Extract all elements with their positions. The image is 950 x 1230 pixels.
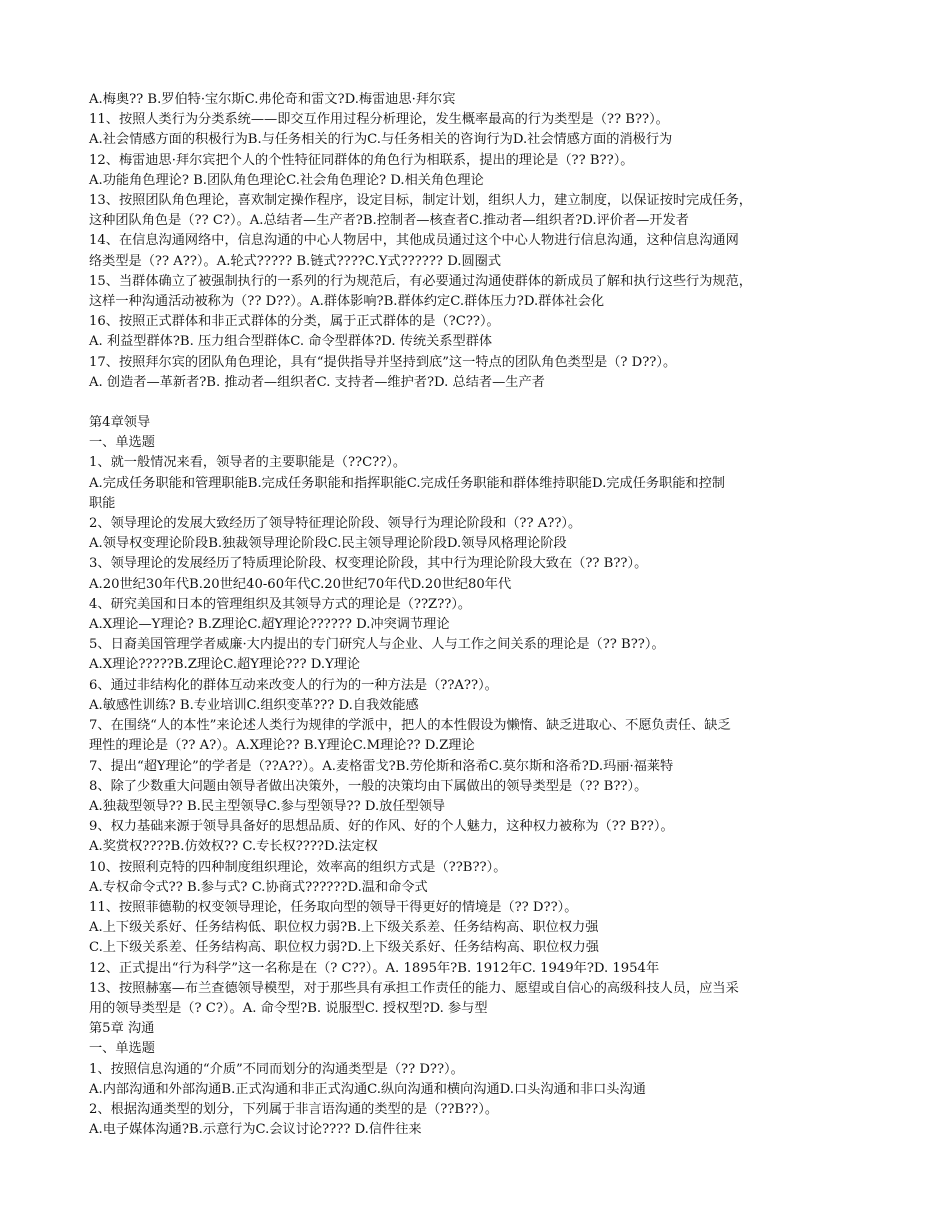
text-line: A.完成任务职能和管理职能B.完成任务职能和指挥职能C.完成任务职能和群体维持职能D.完成任务职能和控制 [89, 475, 725, 491]
text-line: 一、单选题 [89, 435, 155, 451]
text-line: 8、除了少数重大问题由领导者做出决策外，一般的决策均由下属做出的领导类型是（?? B??）。 [89, 778, 648, 794]
text-line: A.社会情感方面的积极行为B.与任务相关的行为C.与任务相关的咨询行为D.社会情感方面的消极行为 [89, 132, 673, 148]
text-line: 16、按照正式群体和非正式群体的分类，属于正式群体的是（?C??）。 [89, 314, 500, 330]
text-line: A.专权命令式?? B.参与式? C.协商式??????D.温和命令式 [89, 879, 428, 895]
text-line: 职能 [89, 495, 116, 511]
text-line: 第5章 沟通 [89, 1021, 155, 1037]
text-line: A.敏感性训练? B.专业培训C.组织变革??? D.自我效能感 [89, 697, 419, 713]
text-line: 6、通过非结构化的群体互动来改变人的行为的一种方法是（??A??）。 [89, 677, 498, 693]
text-line: 11、按照人类行为分类系统——即交互作用过程分析理论，发生概率最高的行为类型是（?? B??）。 [89, 112, 669, 128]
text-line: A.X理论—Y理论? B.Z理论C.超Y理论?????? D.冲突调节理论 [89, 617, 450, 633]
text-line: 4、研究美国和日本的管理组织及其领导方式的理论是（??Z??）。 [89, 596, 472, 612]
text-line: 1、就一般情况来看，领导者的主要职能是（??C??）。 [89, 455, 407, 471]
text-line: 第4章领导 [89, 415, 151, 431]
text-line: 2、根据沟通类型的划分，下列属于非言语沟通的类型的是（??B??）。 [89, 1101, 499, 1117]
text-line: 一、单选题 [89, 1041, 155, 1057]
text-line: 2、领导理论的发展大致经历了领导特征理论阶段、领导行为理论阶段和（?? A??）。 [89, 516, 582, 532]
text-line: 理性的理论是（?? A?）。A.X理论?? B.Y理论C.M理论?? D.Z理论 [89, 738, 475, 754]
text-line: A.奖赏权????B.仿效权?? C.专长权????D.法定权 [89, 839, 378, 855]
text-line: A.20世纪30年代B.20世纪40-60年代C.20世纪70年代D.20世纪80年代 [89, 576, 512, 592]
text-line: 13、按照赫塞—布兰查德领导模型，对于那些具有承担工作责任的能力、愿望或自信心的高级科技人员，应当采 [89, 980, 739, 996]
text-line: 13、按照团队角色理论，喜欢制定操作程序，设定目标，制定计划，组织人力，建立制度，以保证按时完成任务， [89, 193, 752, 209]
text-line: A. 利益型群体?B. 压力组合型群体C. 命令型群体?D. 传统关系型群体 [89, 334, 493, 350]
text-line: A.梅奥?? B.罗伯特·宝尔斯C.弗伦奇和雷文?D.梅雷迪思·拜尔宾 [89, 92, 456, 107]
text-line: 11、按照菲德勒的权变领导理论，任务取向型的领导干得更好的情境是（?? D??）。 [89, 899, 578, 915]
text-line: 7、提出“超Y理论”的学者是（??A??）。A.麦格雷戈?B.劳伦斯和洛希C.莫尔斯和洛希?D.玛丽·福莱特 [89, 758, 674, 774]
document-body [89, 90, 879, 1140]
text-line: 12、正式提出“行为科学”这一名称是在（? C??）。A. 1895年?B. 1912年C. 1949年?D. 1954年 [89, 960, 660, 976]
text-line: C.上下级关系差、任务结构高、职位权力弱?D.上下级关系好、任务结构高、职位权力强 [89, 940, 599, 956]
text-line: A.X理论?????B.Z理论C.超Y理论??? D.Y理论 [89, 657, 361, 673]
text-line: 络类型是（?? A??）。A.轮式????? B.链式????C.Y式?????? D.圆圈式 [89, 253, 502, 269]
text-line: 1、按照信息沟通的“介质”不同而划分的沟通类型是（?? D??）。 [89, 1061, 464, 1077]
text-line: 10、按照利克特的四种制度组织理论，效率高的组织方式是（??B??）。 [89, 859, 507, 875]
text-line: A.功能角色理论? B.团队角色理论C.社会角色理论? D.相关角色理论 [89, 172, 484, 188]
text-line: 15、当群体确立了被强制执行的一系列的行为规范后，有必要通过沟通使群体的新成员了解和执行这些行为规范， [89, 273, 752, 289]
text-line: 用的领导类型是（? C?）。A. 命令型?B. 说服型C. 授权型?D. 参与型 [89, 1000, 488, 1016]
text-line: A. 创造者—革新者?B. 推动者—组织者C. 支持者—维护者?D. 总结者—生产者 [89, 374, 545, 390]
text-line: A.领导权变理论阶段B.独裁领导理论阶段C.民主领导理论阶段D.领导风格理论阶段 [89, 536, 567, 552]
text-line: 9、权力基础来源于领导具备好的思想品质、好的作风、好的个人魅力，这种权力被称为（?? B??）。 [89, 819, 674, 835]
text-line: 7、在围绕“人的本性”来论述人类行为规律的学派中，把人的本性假设为懒惰、缺乏进取心、不愿负责任、缺乏 [89, 718, 731, 734]
text-line: A.独裁型领导?? B.民主型领导C.参与型领导?? D.放任型领导 [89, 798, 446, 814]
text-line: 这样一种沟通活动被称为（?? D??）。A.群体影响?B.群体约定C.群体压力?D.群体社会化 [89, 294, 605, 310]
text-line: 这种团队角色是（?? C?）。A.总结者—生产者?B.控制者—核查者C.推动者—组织者?D.评价者—开发者 [89, 213, 689, 229]
blank-line [89, 393, 879, 413]
text-line: 5、日裔美国管理学者威廉·大内提出的专门研究人与企业、人与工作之间关系的理论是（?? B??）。 [89, 637, 665, 653]
text-line: 12、梅雷迪思·拜尔宾把个人的个性特征同群体的角色行为相联系，提出的理论是（?? B??）。 [89, 152, 634, 168]
text-line: 17、按照拜尔宾的团队角色理论，具有“提供指导并坚持到底”这一特点的团队角色类型是（? D??）。 [89, 354, 677, 370]
text-line: 14、在信息沟通网络中，信息沟通的中心人物居中，其他成员通过这个中心人物进行信息沟通，这种信息沟通网 [89, 233, 739, 249]
text-line: 3、领导理论的发展经历了特质理论阶段、权变理论阶段，其中行为理论阶段大致在（?? B??）。 [89, 556, 648, 572]
text-line: A.内部沟通和外部沟通B.正式沟通和非正式沟通C.纵向沟通和横向沟通D.口头沟通和非口头沟通 [89, 1081, 646, 1097]
text-line: A.上下级关系好、任务结构低、职位权力弱?B.上下级关系差、任务结构高、职位权力强 [89, 920, 599, 936]
text-line: A.电子媒体沟通?B.示意行为C.会议讨论???? D.信件往来 [89, 1122, 422, 1138]
